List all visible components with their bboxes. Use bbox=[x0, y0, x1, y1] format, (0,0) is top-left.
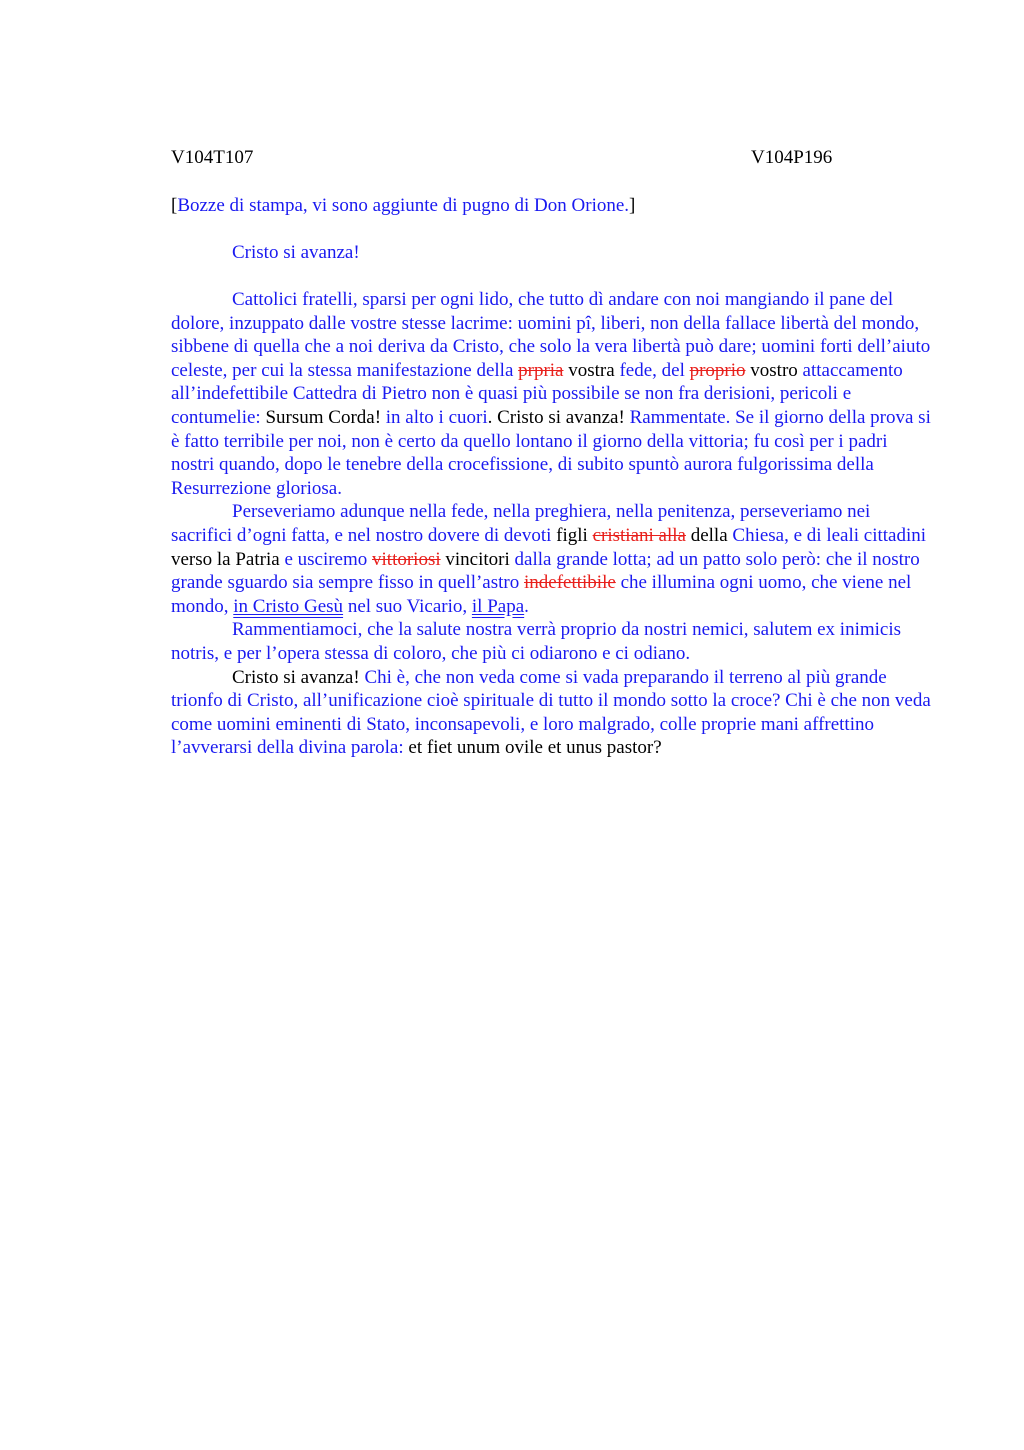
deleted-text: indefettibile bbox=[524, 572, 616, 594]
added-text: . bbox=[524, 595, 529, 617]
editorial-note bbox=[171, 194, 931, 218]
printed-text: verso la Patria bbox=[171, 548, 280, 570]
deleted-text: vittoriosi bbox=[372, 548, 441, 570]
printed-text: Cristo si avanza! bbox=[232, 666, 360, 688]
deleted-text: prpria bbox=[518, 359, 564, 381]
volume-code-right: V104P196 bbox=[751, 147, 833, 168]
text-segment: Cattolici fratelli, sparsi per ogni lido, che tutto dì andare con noi mangiando il pane del dolore, inzuppato dalle vostre stesse lacrime: uomini pî, liberi, non della fallace libertà del mondo, sibbene di quella che a noi deriva da Cristo, che solo la vera libertà può dare; uomini forti dell’aiuto celeste, per cui la stessa manifestazione della bbox=[171, 289, 931, 381]
document-body bbox=[171, 288, 931, 760]
added-text: Rammentate. Se il giorno della prova si è fatto terribile per noi, non è certo da quello lontano il giorno della vittoria; fu così per i padri nostri quando, dopo le tenebre della crocefissione, di subito spuntò aurora fulgorissima della Resurrezione gloriosa. bbox=[171, 406, 931, 499]
paragraph-3 bbox=[171, 618, 931, 665]
added-text: fede, del bbox=[619, 359, 690, 381]
added-text: e usciremo bbox=[279, 548, 373, 570]
printed-text: vincitori bbox=[440, 548, 515, 570]
printed-text: . Cristo si avanza! bbox=[487, 406, 625, 428]
note-close-bracket: ] bbox=[629, 195, 636, 216]
volume-code-left: V104T107 bbox=[171, 147, 254, 168]
added-text: Chiesa, e di leali cittadini bbox=[732, 524, 927, 546]
added-text: Chi è, che non veda come si vada preparando il terreno al più grande trionfo di Cristo, all’unificazione cioè spirituale di tutto il mondo sotto la croce? Chi è che non veda come uomini eminenti di Stato, inconsapevoli, e loro malgrado, colle proprie mani affrettino l’avverarsi della divina parola: bbox=[171, 666, 931, 759]
deleted-text: proprio bbox=[689, 359, 746, 381]
printed-text: della bbox=[685, 524, 733, 546]
deleted-text: cristiani alla bbox=[592, 524, 686, 546]
paragraph-1 bbox=[171, 288, 931, 500]
printed-text: figli bbox=[556, 524, 593, 546]
added-text: che illumina ogni uomo, che viene nel mondo, bbox=[171, 572, 912, 617]
paragraph-2 bbox=[171, 500, 931, 618]
double-underlined-text: in Cristo Gesù bbox=[233, 595, 344, 617]
paragraph-4 bbox=[171, 666, 931, 760]
document-page bbox=[171, 146, 931, 760]
printed-text: et fiet unum ovile et unus pastor? bbox=[408, 737, 662, 759]
printed-text: vostra bbox=[563, 359, 620, 381]
note-open-bracket: [ bbox=[171, 195, 178, 216]
note-text: Bozze di stampa, vi sono aggiunte di pugno di Don Orione. bbox=[177, 195, 630, 216]
added-text: nel suo Vicario, bbox=[343, 595, 472, 617]
printed-text: Sursum Corda! bbox=[265, 406, 382, 428]
added-text: Perseveriamo adunque nella fede, nella preghiera, nella penitenza, perseveriamo nei sacrifici d’ogni fatta, e nel nostro dovere di devoti bbox=[171, 501, 871, 546]
added-text: dalla grande lotta; ad un patto solo però: che il nostro grande sguardo sia sempre fisso in quell’astro bbox=[171, 548, 920, 594]
document-header bbox=[171, 146, 931, 170]
double-underlined-text: il Papa bbox=[471, 595, 525, 617]
added-text: attaccamento all’indefettibile Cattedra di Pietro non è quasi più possibile se non fra derisioni, pericoli e contumelie: bbox=[171, 359, 903, 428]
document-title: Cristo si avanza! bbox=[232, 242, 360, 263]
added-text: Rammentiamoci, che la salute nostra verrà proprio da nostri nemici, salutem ex inimicis notris, e per l’opera stessa di coloro, che più ci odiarono e ci odiano. bbox=[171, 619, 902, 664]
added-text: in alto i cuori bbox=[381, 406, 488, 428]
printed-text: vostro bbox=[745, 359, 803, 381]
